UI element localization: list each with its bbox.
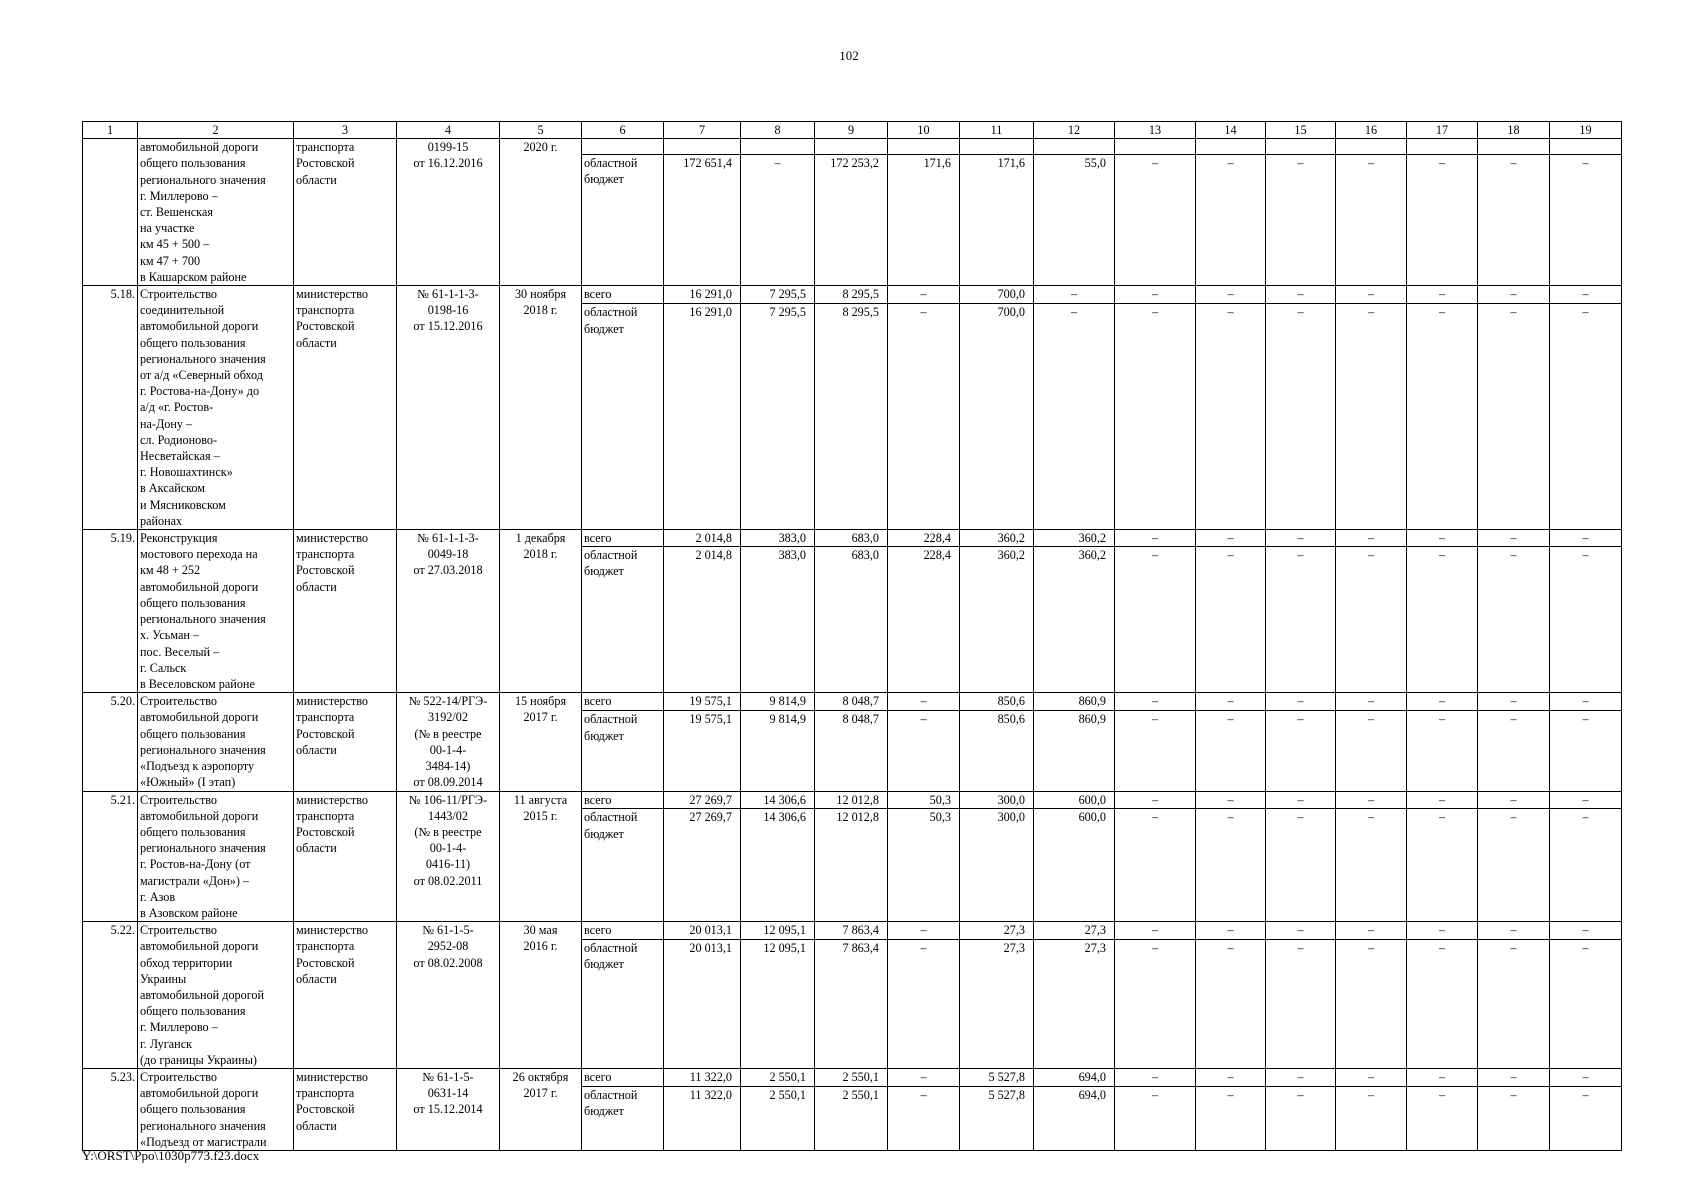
value-cell: – xyxy=(1115,940,1196,1069)
value-cell: 2 014,8 xyxy=(664,530,741,547)
responsible-org: министерство транспорта Ростовской области xyxy=(294,791,397,922)
value-cell: 228,4 xyxy=(888,530,960,547)
value-cell: – xyxy=(1550,304,1622,530)
value-cell xyxy=(1196,139,1266,155)
item-number: 5.21. xyxy=(83,791,138,922)
value-cell xyxy=(1266,139,1336,155)
value-cell: 27 269,7 xyxy=(664,809,741,922)
value-cell: – xyxy=(1336,155,1407,286)
value-cell: – xyxy=(741,155,815,286)
value-cell: 11 322,0 xyxy=(664,1068,741,1086)
value-cell: 27 269,7 xyxy=(664,791,741,809)
column-number: 6 xyxy=(582,122,664,139)
value-cell: – xyxy=(1266,711,1336,791)
value-cell: 600,0 xyxy=(1034,791,1115,809)
value-cell: – xyxy=(1196,155,1266,286)
value-cell: – xyxy=(888,304,960,530)
value-cell: – xyxy=(1266,1086,1336,1150)
item-number: 5.22. xyxy=(83,922,138,1069)
value-cell: – xyxy=(1336,1068,1407,1086)
value-cell: – xyxy=(1478,922,1550,940)
value-cell: – xyxy=(1336,711,1407,791)
value-cell: – xyxy=(1336,922,1407,940)
table-row xyxy=(83,693,1622,711)
file-path-footer: Y:\ORST\Ppo\1030p773.f23.docx xyxy=(82,1148,260,1163)
table-row xyxy=(83,530,1622,547)
value-cell: – xyxy=(1115,711,1196,791)
value-cell: 2 014,8 xyxy=(664,547,741,693)
value-cell: 27,3 xyxy=(1034,922,1115,940)
value-cell: 383,0 xyxy=(741,547,815,693)
value-cell: 8 295,5 xyxy=(815,286,888,304)
project-name: Строительство автомобильной дороги обход территории Украины автомобильной дорогой общего пользования г. Миллерово – г. Луганск (до границы Украины) xyxy=(138,922,294,1069)
value-cell: – xyxy=(1407,711,1478,791)
column-number: 14 xyxy=(1196,122,1266,139)
value-cell: – xyxy=(1550,809,1622,922)
value-cell: – xyxy=(1550,791,1622,809)
value-cell: 11 322,0 xyxy=(664,1086,741,1150)
funding-source: областной бюджет xyxy=(582,711,664,791)
value-cell: – xyxy=(1407,693,1478,711)
value-cell: 228,4 xyxy=(888,547,960,693)
value-cell: 7 295,5 xyxy=(741,304,815,530)
project-name: Строительство автомобильной дороги общего пользования регионального значения г. Ростов-на-Дону (от магистрали «Дон») – г. Азов в Азовском районе xyxy=(138,791,294,922)
value-cell: 50,3 xyxy=(888,809,960,922)
value-cell xyxy=(1115,139,1196,155)
funding-source: всего xyxy=(582,1068,664,1086)
value-cell: – xyxy=(1196,304,1266,530)
value-cell: 300,0 xyxy=(960,791,1034,809)
column-number: 19 xyxy=(1550,122,1622,139)
value-cell: 8 048,7 xyxy=(815,711,888,791)
value-cell xyxy=(1034,139,1115,155)
value-cell: – xyxy=(1550,286,1622,304)
table-row xyxy=(83,286,1622,304)
value-cell: – xyxy=(1407,809,1478,922)
value-cell xyxy=(664,139,741,155)
value-cell: – xyxy=(1115,809,1196,922)
value-cell: – xyxy=(1550,693,1622,711)
value-cell: – xyxy=(1196,1068,1266,1086)
table-row xyxy=(83,139,1622,155)
value-cell: – xyxy=(1478,711,1550,791)
value-cell: 360,2 xyxy=(960,530,1034,547)
value-cell: – xyxy=(1266,922,1336,940)
value-cell: 9 814,9 xyxy=(741,711,815,791)
value-cell: 2 550,1 xyxy=(741,1068,815,1086)
value-cell xyxy=(1550,139,1622,155)
value-cell: 8 048,7 xyxy=(815,693,888,711)
responsible-org: транспорта Ростовской области xyxy=(294,139,397,286)
value-cell: – xyxy=(1336,304,1407,530)
value-cell: – xyxy=(1266,547,1336,693)
funding-source: областной бюджет xyxy=(582,809,664,922)
expertise-doc: № 522-14/РГЭ- 3192/02 (№ в реестре 00-1-4- 3484-14) от 08.09.2014 xyxy=(397,693,500,791)
project-name: Строительство соединительной автомобильной дороги общего пользования регионального значения от а/д «Северный обход г. Ростова-на-Дону» до а/д «г. Ростов- на-Дону – сл. Родионово- Несветайская – г. Новошахтинск» в Аксайском и Мясниковском районах xyxy=(138,286,294,530)
value-cell: – xyxy=(1478,693,1550,711)
value-cell: 14 306,6 xyxy=(741,791,815,809)
value-cell: 8 295,5 xyxy=(815,304,888,530)
column-number: 18 xyxy=(1478,122,1550,139)
value-cell: – xyxy=(1407,530,1478,547)
value-cell: – xyxy=(1550,547,1622,693)
value-cell: 2 550,1 xyxy=(815,1086,888,1150)
funding-source: областной бюджет xyxy=(582,547,664,693)
funding-source: областной бюджет xyxy=(582,155,664,286)
investment-table xyxy=(82,121,1622,1151)
project-name: Строительство автомобильной дороги общего пользования регионального значения «Подъезд от магистрали xyxy=(138,1068,294,1150)
value-cell: 12 012,8 xyxy=(815,809,888,922)
project-name: автомобильной дороги общего пользования регионального значения г. Миллерово – ст. Вешенская на участке км 45 + 500 – км 47 + 700 в Кашарском районе xyxy=(138,139,294,286)
expertise-doc: № 61-1-1-3- 0049-18 от 27.03.2018 xyxy=(397,530,500,693)
value-cell: – xyxy=(1336,809,1407,922)
item-number: 5.19. xyxy=(83,530,138,693)
value-cell: – xyxy=(1550,530,1622,547)
value-cell: – xyxy=(1407,155,1478,286)
value-cell: – xyxy=(1478,286,1550,304)
completion-date: 30 мая 2016 г. xyxy=(500,922,582,1069)
value-cell: 360,2 xyxy=(960,547,1034,693)
value-cell: 55,0 xyxy=(1034,155,1115,286)
value-cell xyxy=(960,139,1034,155)
value-cell: – xyxy=(888,1086,960,1150)
value-cell: – xyxy=(1407,922,1478,940)
value-cell: 20 013,1 xyxy=(664,922,741,940)
value-cell: – xyxy=(1196,791,1266,809)
column-number: 13 xyxy=(1115,122,1196,139)
value-cell: – xyxy=(1115,155,1196,286)
value-cell: – xyxy=(1336,547,1407,693)
value-cell: – xyxy=(1266,155,1336,286)
value-cell: – xyxy=(1115,547,1196,693)
value-cell: – xyxy=(888,1068,960,1086)
funding-source: областной бюджет xyxy=(582,1086,664,1150)
item-number xyxy=(83,139,138,286)
value-cell: 7 863,4 xyxy=(815,940,888,1069)
funding-source: всего xyxy=(582,530,664,547)
value-cell: – xyxy=(1115,286,1196,304)
value-cell: – xyxy=(1336,791,1407,809)
value-cell: – xyxy=(1115,304,1196,530)
value-cell: 383,0 xyxy=(741,530,815,547)
completion-date: 2020 г. xyxy=(500,139,582,286)
column-number: 11 xyxy=(960,122,1034,139)
value-cell: – xyxy=(1196,286,1266,304)
value-cell: 694,0 xyxy=(1034,1086,1115,1150)
value-cell xyxy=(741,139,815,155)
value-cell: 9 814,9 xyxy=(741,693,815,711)
column-number: 16 xyxy=(1336,122,1407,139)
value-cell: – xyxy=(1550,922,1622,940)
funding-source: областной бюджет xyxy=(582,304,664,530)
project-name: Реконструкция мостового перехода на км 48 + 252 автомобильной дороги общего пользования регионального значения х. Усьман – пос. Веселый – г. Сальск в Веселовском районе xyxy=(138,530,294,693)
value-cell: – xyxy=(1115,922,1196,940)
column-number: 17 xyxy=(1407,122,1478,139)
column-number: 3 xyxy=(294,122,397,139)
value-cell: 860,9 xyxy=(1034,693,1115,711)
completion-date: 15 ноября 2017 г. xyxy=(500,693,582,791)
value-cell: – xyxy=(1115,1086,1196,1150)
expertise-doc: № 106-11/РГЭ- 1443/02 (№ в реестре 00-1-4- 0416-11) от 08.02.2011 xyxy=(397,791,500,922)
value-cell: – xyxy=(1550,1086,1622,1150)
value-cell: 7 295,5 xyxy=(741,286,815,304)
value-cell: – xyxy=(1196,547,1266,693)
value-cell: – xyxy=(1034,304,1115,530)
funding-source: всего xyxy=(582,693,664,711)
column-number: 10 xyxy=(888,122,960,139)
value-cell: 27,3 xyxy=(960,922,1034,940)
value-cell: – xyxy=(1478,940,1550,1069)
value-cell: – xyxy=(1115,693,1196,711)
value-cell: – xyxy=(1336,530,1407,547)
value-cell: – xyxy=(1407,304,1478,530)
value-cell: – xyxy=(1478,1068,1550,1086)
value-cell: – xyxy=(1407,1086,1478,1150)
funding-source: всего xyxy=(582,922,664,940)
column-number: 9 xyxy=(815,122,888,139)
completion-date: 1 декабря 2018 г. xyxy=(500,530,582,693)
responsible-org: министерство транспорта Ростовской области xyxy=(294,530,397,693)
expertise-doc: 0199-15 от 16.12.2016 xyxy=(397,139,500,286)
item-number: 5.23. xyxy=(83,1068,138,1150)
responsible-org: министерство транспорта Ростовской области xyxy=(294,286,397,530)
expertise-doc: № 61-1-5- 2952-08 от 08.02.2008 xyxy=(397,922,500,1069)
value-cell: – xyxy=(1336,693,1407,711)
value-cell: – xyxy=(888,940,960,1069)
value-cell: – xyxy=(1034,286,1115,304)
value-cell: – xyxy=(1266,791,1336,809)
value-cell: – xyxy=(1266,809,1336,922)
value-cell: – xyxy=(1196,940,1266,1069)
value-cell: – xyxy=(888,922,960,940)
value-cell: 12 095,1 xyxy=(741,940,815,1069)
expertise-doc: № 61-1-1-3- 0198-16 от 15.12.2016 xyxy=(397,286,500,530)
value-cell: 600,0 xyxy=(1034,809,1115,922)
value-cell: 5 527,8 xyxy=(960,1068,1034,1086)
responsible-org: министерство транспорта Ростовской области xyxy=(294,1068,397,1150)
value-cell: – xyxy=(888,693,960,711)
value-cell: – xyxy=(1550,1068,1622,1086)
funding-source xyxy=(582,139,664,155)
value-cell: – xyxy=(1407,791,1478,809)
value-cell: 360,2 xyxy=(1034,530,1115,547)
item-number: 5.18. xyxy=(83,286,138,530)
value-cell: – xyxy=(1196,809,1266,922)
column-number: 4 xyxy=(397,122,500,139)
value-cell: – xyxy=(1336,286,1407,304)
value-cell: – xyxy=(1478,1086,1550,1150)
value-cell: – xyxy=(1550,155,1622,286)
value-cell: – xyxy=(1266,1068,1336,1086)
value-cell: – xyxy=(1478,791,1550,809)
value-cell: – xyxy=(1478,530,1550,547)
value-cell: 12 095,1 xyxy=(741,922,815,940)
responsible-org: министерство транспорта Ростовской области xyxy=(294,693,397,791)
value-cell: – xyxy=(1266,530,1336,547)
value-cell: – xyxy=(1478,155,1550,286)
value-cell: 5 527,8 xyxy=(960,1086,1034,1150)
value-cell: – xyxy=(1550,940,1622,1069)
value-cell: 850,6 xyxy=(960,693,1034,711)
value-cell: 171,6 xyxy=(888,155,960,286)
value-cell: – xyxy=(1266,693,1336,711)
item-number: 5.20. xyxy=(83,693,138,791)
funding-source: всего xyxy=(582,791,664,809)
value-cell: 683,0 xyxy=(815,530,888,547)
value-cell xyxy=(1478,139,1550,155)
value-cell: 694,0 xyxy=(1034,1068,1115,1086)
value-cell: 700,0 xyxy=(960,304,1034,530)
value-cell: 19 575,1 xyxy=(664,693,741,711)
value-cell: 12 012,8 xyxy=(815,791,888,809)
column-number: 5 xyxy=(500,122,582,139)
column-number: 2 xyxy=(138,122,294,139)
value-cell: 16 291,0 xyxy=(664,286,741,304)
column-number: 8 xyxy=(741,122,815,139)
value-cell: – xyxy=(1196,530,1266,547)
value-cell: 172 253,2 xyxy=(815,155,888,286)
value-cell: 2 550,1 xyxy=(741,1086,815,1150)
value-cell: 172 651,4 xyxy=(664,155,741,286)
completion-date: 26 октября 2017 г. xyxy=(500,1068,582,1150)
value-cell: 27,3 xyxy=(1034,940,1115,1069)
value-cell: 14 306,6 xyxy=(741,809,815,922)
funding-source: областной бюджет xyxy=(582,940,664,1069)
value-cell: 700,0 xyxy=(960,286,1034,304)
value-cell: – xyxy=(1478,809,1550,922)
value-cell: – xyxy=(1550,711,1622,791)
value-cell: – xyxy=(1478,304,1550,530)
table-row xyxy=(83,791,1622,809)
value-cell: – xyxy=(1196,1086,1266,1150)
value-cell: – xyxy=(1407,547,1478,693)
value-cell: 850,6 xyxy=(960,711,1034,791)
value-cell: 2 550,1 xyxy=(815,1068,888,1086)
value-cell: – xyxy=(1266,286,1336,304)
completion-date: 11 августа 2015 г. xyxy=(500,791,582,922)
value-cell: 19 575,1 xyxy=(664,711,741,791)
completion-date: 30 ноября 2018 г. xyxy=(500,286,582,530)
value-cell: 360,2 xyxy=(1034,547,1115,693)
value-cell: 27,3 xyxy=(960,940,1034,1069)
responsible-org: министерство транспорта Ростовской области xyxy=(294,922,397,1069)
funding-source: всего xyxy=(582,286,664,304)
value-cell xyxy=(1336,139,1407,155)
value-cell: 50,3 xyxy=(888,791,960,809)
value-cell: 20 013,1 xyxy=(664,940,741,1069)
value-cell: – xyxy=(1196,711,1266,791)
value-cell: – xyxy=(1336,940,1407,1069)
expertise-doc: № 61-1-5- 0631-14 от 15.12.2014 xyxy=(397,1068,500,1150)
value-cell: – xyxy=(1407,1068,1478,1086)
value-cell: – xyxy=(1196,922,1266,940)
value-cell xyxy=(888,139,960,155)
table-row xyxy=(83,1068,1622,1086)
value-cell: – xyxy=(1407,286,1478,304)
value-cell: 171,6 xyxy=(960,155,1034,286)
column-number: 1 xyxy=(83,122,138,139)
value-cell: – xyxy=(888,286,960,304)
column-number: 12 xyxy=(1034,122,1115,139)
value-cell: – xyxy=(1407,940,1478,1069)
column-number-row xyxy=(83,122,1622,139)
value-cell: – xyxy=(1266,304,1336,530)
table-row xyxy=(83,922,1622,940)
project-name: Строительство автомобильной дороги общего пользования регионального значения «Подъезд к аэропорту «Южный» (I этап) xyxy=(138,693,294,791)
value-cell: – xyxy=(1266,940,1336,1069)
value-cell: – xyxy=(888,711,960,791)
value-cell xyxy=(1407,139,1478,155)
table-body xyxy=(83,122,1622,1151)
value-cell: 16 291,0 xyxy=(664,304,741,530)
value-cell: 7 863,4 xyxy=(815,922,888,940)
value-cell: – xyxy=(1196,693,1266,711)
value-cell: – xyxy=(1115,791,1196,809)
value-cell xyxy=(815,139,888,155)
column-number: 15 xyxy=(1266,122,1336,139)
value-cell: – xyxy=(1115,530,1196,547)
value-cell: – xyxy=(1336,1086,1407,1150)
column-number: 7 xyxy=(664,122,741,139)
value-cell: 683,0 xyxy=(815,547,888,693)
page-number: 102 xyxy=(839,48,859,63)
value-cell: 860,9 xyxy=(1034,711,1115,791)
value-cell: – xyxy=(1478,547,1550,693)
value-cell: 300,0 xyxy=(960,809,1034,922)
value-cell: – xyxy=(1115,1068,1196,1086)
